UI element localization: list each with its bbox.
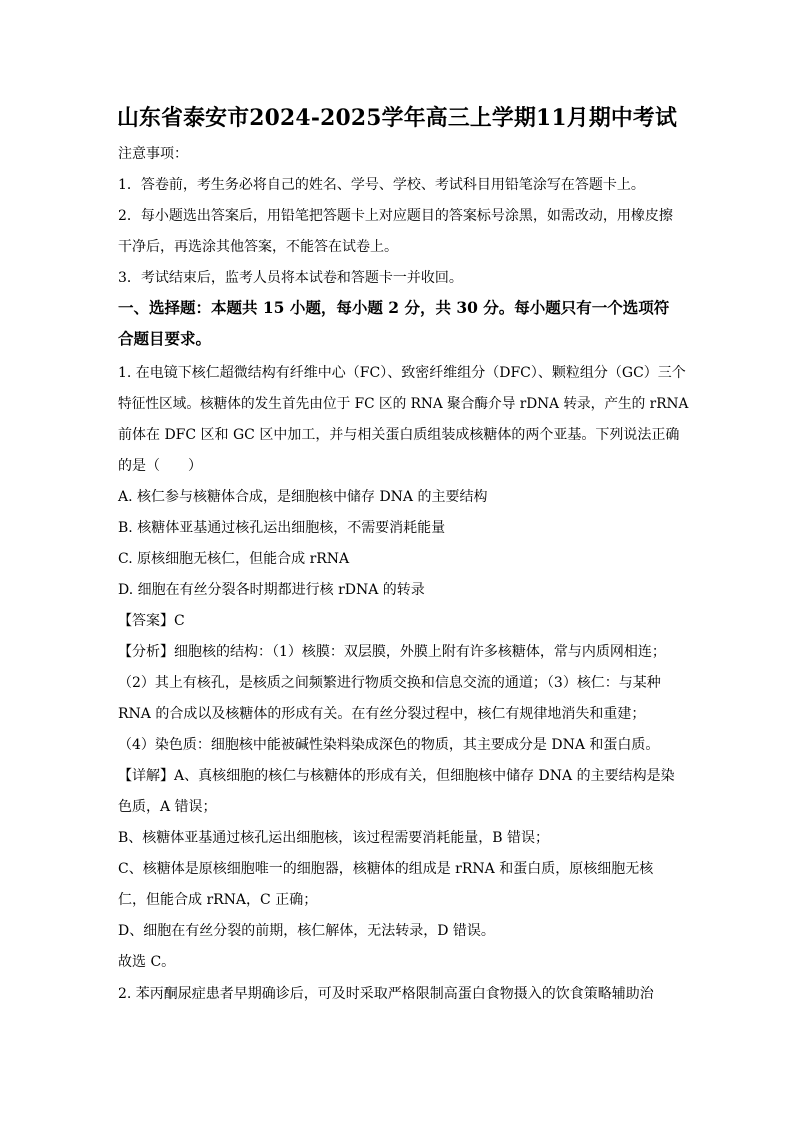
q1-option-a: A. 核仁参与核糖体合成，是细胞核中储存 DNA 的主要结构	[118, 489, 488, 505]
q1-detail-line-5: 仁，但能合成 rRNA，C 正确；	[118, 892, 318, 908]
q1-option-b: B. 核糖体亚基通过核孔运出细胞核，不需要消耗能量	[118, 520, 446, 536]
q1-detail-line-6: D、细胞在有丝分裂的前期，核仁解体，无法转录，D 错误。	[118, 923, 495, 939]
q1-stem-line-1: 1. 在电镜下核仁超微结构有纤维中心（FC）、致密纤维组分（DFC）、颗粒组分（GC）三个	[118, 365, 686, 381]
section-heading-cont: 合题目要求。	[118, 329, 212, 348]
notice-item-2: 2．每小题选出答案后，用铅笔把答题卡上对应题目的答案标号涂黑，如需改动，用橡皮擦	[118, 208, 673, 224]
q1-analysis-line-3: RNA 的合成以及核糖体的形成有关。在有丝分裂过程中，核仁有规律地消失和重建；	[118, 706, 646, 722]
notice-heading: 注意事项：	[118, 146, 188, 162]
notice-item-2-cont: 干净后，再选涂其他答案，不能答在试卷上。	[118, 239, 398, 255]
q1-detail-line-1: 【详解】A、真核细胞的核仁与核糖体的形成有关，但细胞核中储存 DNA 的主要结构是染	[118, 768, 675, 784]
exam-title: 山东省泰安市2024-2025学年高三上学期11月期中考试	[116, 105, 677, 131]
q1-analysis-line-4: （4）染色质：细胞核中能被碱性染料染成深色的物质，其主要成分是 DNA 和蛋白质。	[118, 737, 660, 753]
q1-detail-line-4: C、核糖体是原核细胞唯一的细胞器，核糖体的组成是 rRNA 和蛋白质，原核细胞无核	[118, 861, 654, 877]
q1-analysis-line-2: （2）其上有核孔，是核质之间频繁进行物质交换和信息交流的通道；（3）核仁：与某种	[118, 675, 661, 691]
q1-conclusion: 故选 C。	[118, 954, 176, 970]
q1-answer: 【答案】C	[118, 613, 185, 629]
q1-stem-line-4: 的是（ ）	[118, 458, 202, 474]
q1-option-c: C. 原核细胞无核仁，但能合成 rRNA	[118, 551, 350, 567]
notice-item-1: 1．答卷前，考生务必将自己的姓名、学号、学校、考试科目用铅笔涂写在答题卡上。	[118, 177, 645, 193]
q1-stem-line-2: 特征性区域。核糖体的发生首先由位于 FC 区的 RNA 聚合酶介导 rDNA 转录，产生的 rRNA	[118, 396, 689, 412]
q1-detail-line-3: B、核糖体亚基通过核孔运出细胞核，该过程需要消耗能量，B 错误；	[118, 830, 550, 846]
section-heading: 一、选择题：本题共 15 小题，每小题 2 分，共 30 分。每小题只有一个选项符	[118, 298, 670, 317]
q2-stem-line-1: 2. 苯丙酮尿症患者早期确诊后，可及时采取严格限制高蛋白食物摄入的饮食策略辅助治	[118, 986, 654, 1002]
q1-stem-line-3: 前体在 DFC 区和 GC 区中加工，并与相关蛋白质组装成核糖体的两个亚基。下列说法正确	[118, 427, 680, 443]
q1-detail-line-2: 色质，A 错误；	[118, 799, 217, 815]
q1-analysis-line-1: 【分析】细胞核的结构：（1）核膜：双层膜，外膜上附有许多核糖体，常与内质网相连；	[118, 644, 666, 660]
notice-item-3: 3．考试结束后，监考人员将本试卷和答题卡一并收回。	[118, 270, 463, 286]
q1-option-d: D. 细胞在有丝分裂各时期都进行核 rDNA 的转录	[118, 582, 425, 598]
